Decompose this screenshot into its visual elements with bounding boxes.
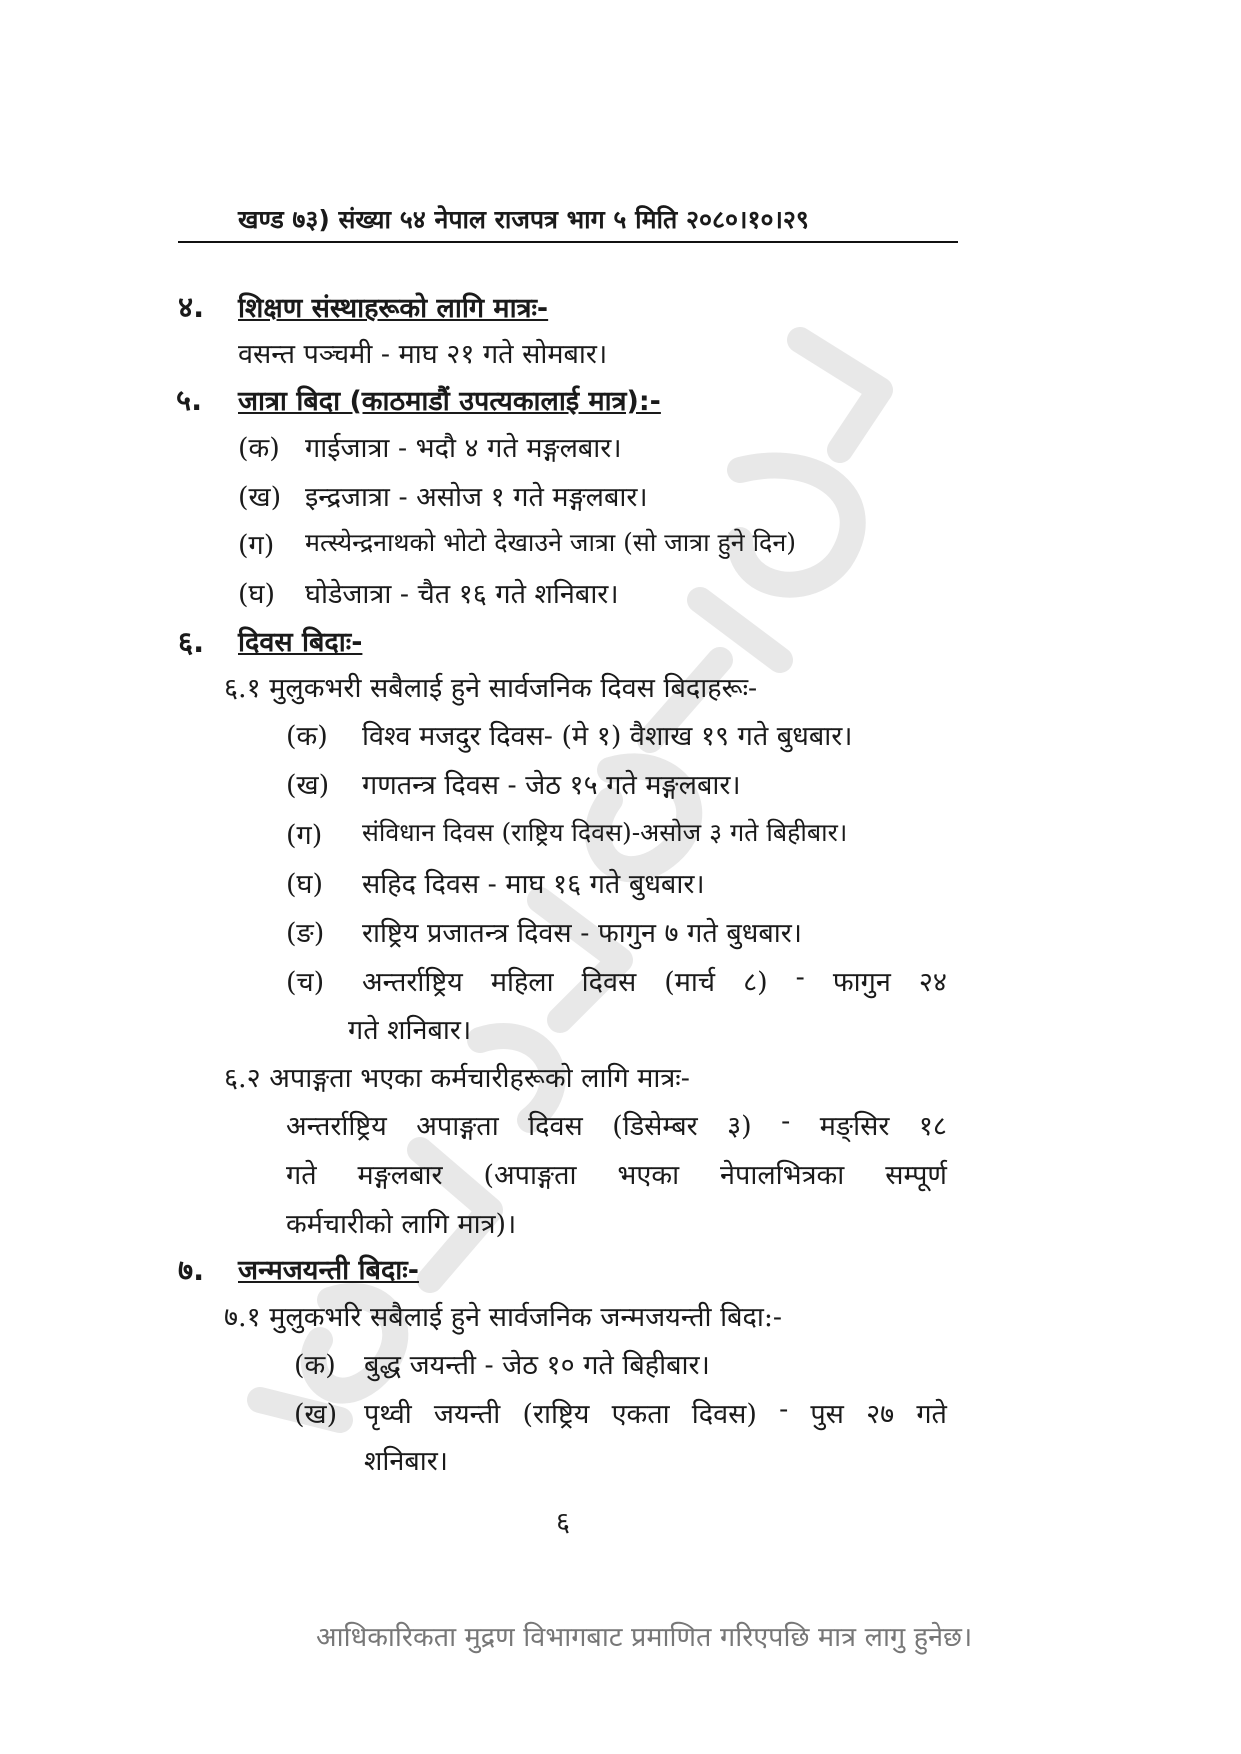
word: मङ्सिर bbox=[819, 1111, 890, 1142]
s6-item-label: (ख) bbox=[286, 770, 330, 801]
s7-item-kha-label: (ख) bbox=[294, 1399, 338, 1430]
word: मङ्गलबार bbox=[357, 1160, 443, 1191]
s5-item-text: इन्द्रजात्रा - असोज १ गते मङ्गलबार। bbox=[305, 482, 648, 513]
word: सम्पूर्ण bbox=[885, 1160, 947, 1191]
section-6-2-line1 bbox=[286, 1106, 947, 1143]
gazette-header: खण्ड ७३) संख्या ५४ नेपाल राजपत्र भाग ५ मिति २०८०।१०।२९ bbox=[238, 205, 809, 234]
section-4-body: वसन्त पञ्चमी - माघ २१ गते सोमबार। bbox=[238, 339, 608, 370]
word: (अपाङ्गता bbox=[483, 1160, 577, 1191]
section-6-2-line3: कर्मचारीको लागि मात्र)। bbox=[286, 1209, 517, 1240]
section-4-heading: शिक्षण संस्थाहरूको लागि मात्रः- bbox=[238, 293, 549, 324]
section-4-number: ४. bbox=[178, 290, 205, 324]
s6-item-label: (घ) bbox=[286, 869, 324, 900]
section-7-number: ७. bbox=[178, 1253, 205, 1287]
header-rule bbox=[178, 241, 958, 243]
s6-item-ch-label: (च) bbox=[286, 967, 325, 998]
word: गते bbox=[916, 1399, 947, 1430]
section-5-heading: जात्रा बिदा (काठमाडौं उपत्यकालाई मात्र):- bbox=[238, 386, 661, 417]
word: अन्तर्राष्ट्रिय bbox=[286, 1111, 387, 1142]
s5-item-label: (क) bbox=[238, 433, 280, 464]
word: जयन्ती bbox=[433, 1399, 501, 1430]
word: (राष्ट्रिय bbox=[522, 1399, 590, 1430]
word: अन्तर्राष्ट्रिय bbox=[362, 967, 463, 998]
word: गते bbox=[286, 1160, 317, 1191]
word: भएका bbox=[617, 1160, 680, 1191]
s5-item-text: गाईजात्रा - भदौ ४ गते मङ्गलबार। bbox=[305, 433, 622, 464]
section-6-heading: दिवस बिदाः- bbox=[238, 627, 363, 658]
s5-item-text: घोडेजात्रा - चैत १६ गते शनिबार। bbox=[305, 579, 619, 610]
s7-item-ka-label: (क) bbox=[294, 1350, 336, 1381]
word: अपाङ्गता bbox=[416, 1111, 499, 1142]
s6-item-text: सहिद दिवस - माघ १६ गते बुधबार। bbox=[362, 869, 705, 900]
word: पुस bbox=[810, 1399, 844, 1430]
s6-item-text: संविधान दिवस (राष्ट्रिय दिवस)-असोज ३ गते बिहीबार। bbox=[362, 818, 848, 847]
s6-item-ch-line2: गते शनिबार। bbox=[348, 1015, 472, 1046]
word: दिवस bbox=[581, 967, 637, 998]
s6-item-label: (ग) bbox=[286, 820, 323, 851]
s6-item-text: गणतन्त्र दिवस - जेठ १५ गते मङ्गलबार। bbox=[362, 770, 741, 801]
word: महिला bbox=[490, 967, 554, 998]
page-number: ६ bbox=[556, 1507, 571, 1538]
word: ८) bbox=[743, 967, 768, 998]
word: दिवस bbox=[528, 1111, 583, 1142]
word: पृथ्वी bbox=[364, 1399, 412, 1430]
section-7-heading: जन्मजयन्ती बिदाः- bbox=[238, 1255, 419, 1286]
word: - bbox=[795, 962, 805, 993]
s7-item-kha-line2: शनिबार। bbox=[364, 1446, 449, 1477]
section-6-2-line2 bbox=[286, 1155, 947, 1192]
word: - bbox=[779, 1394, 789, 1425]
s5-item-text: मत्स्येन्द्रनाथको भोटो देखाउने जात्रा (सो जात्रा हुने दिन) bbox=[305, 528, 796, 557]
word: (डिसेम्बर bbox=[612, 1111, 698, 1142]
section-6-1-title: ६.१ मुलुकभरी सबैलाई हुने सार्वजनिक दिवस बिदाहरूः- bbox=[224, 673, 758, 704]
s7-item-ka-text: बुद्ध जयन्ती - जेठ १० गते बिहीबार। bbox=[364, 1350, 710, 1381]
word: नेपालभित्रका bbox=[720, 1160, 845, 1191]
word: - bbox=[781, 1106, 791, 1137]
word: ३) bbox=[727, 1111, 752, 1142]
word: दिवस) bbox=[691, 1399, 757, 1430]
section-5-number: ५. bbox=[176, 383, 203, 417]
word: १८ bbox=[918, 1111, 947, 1142]
s5-item-label: (घ) bbox=[238, 579, 276, 610]
word: फागुन bbox=[832, 967, 891, 998]
s6-item-label: (ङ) bbox=[286, 918, 325, 949]
s6-item-text: विश्व मजदुर दिवस- (मे १) वैशाख १९ गते बुधबार। bbox=[362, 721, 853, 752]
s5-item-label: (ग) bbox=[238, 530, 275, 561]
section-6-number: ६. bbox=[178, 625, 205, 659]
section-7-1-title: ७.१ मुलुकभरि सबैलाई हुने सार्वजनिक जन्मजयन्ती बिदा:- bbox=[224, 1302, 783, 1333]
section-6-2-title: ६.२ अपाङ्गता भएका कर्मचारीहरूको लागि मात्रः- bbox=[224, 1063, 690, 1094]
word: २४ bbox=[918, 967, 947, 998]
s6-item-label: (क) bbox=[286, 721, 328, 752]
s6-item-text: राष्ट्रिय प्रजातन्त्र दिवस - फागुन ७ गते बुधबार। bbox=[362, 918, 803, 949]
s7-item-kha-line1 bbox=[364, 1394, 947, 1431]
footer-disclaimer: आधिकारिकता मुद्रण विभागबाट प्रमाणित गरिएपछि मात्र लागु हुनेछ। bbox=[316, 1622, 973, 1653]
word: (मार्च bbox=[664, 967, 716, 998]
word: २७ bbox=[866, 1399, 895, 1430]
word: एकता bbox=[611, 1399, 670, 1430]
s6-item-ch-line1 bbox=[362, 962, 947, 999]
s5-item-label: (ख) bbox=[238, 482, 282, 513]
